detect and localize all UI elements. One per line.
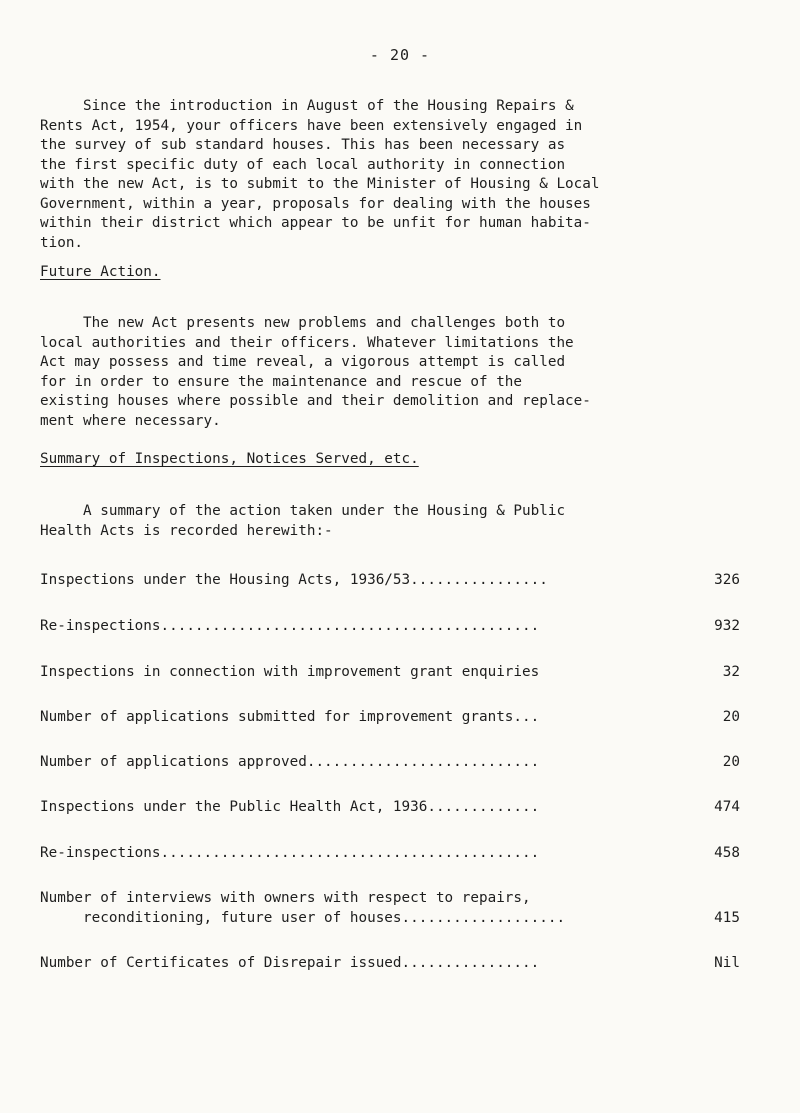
summary-row [40,888,740,930]
summary-row-value: 326 [714,572,740,588]
summary-row-label: Inspections under the Public Health Act, 1936............. [40,799,540,815]
summary-row-label: Number of applications approved........................... [40,754,540,770]
summary-row [40,662,740,684]
future-action-paragraph: The new Act presents new problems and challenges both to local authorities and their officers. Whatever limitations the Act may possess and time reveal, a vigorous attempt is called for in order to ensure the maintenance and rescue of the existing houses where possible and their demolition and replace- ment where necessary. [40,315,591,429]
summary-heading: Summary of Inspections, Notices Served, etc. [40,451,419,467]
intro-paragraph: Since the introduction in August of the Housing Repairs & Rents Act, 1954, your officers have been extensively engaged in the survey of sub standard houses. This has been necessary as the first specific duty of each local authority in connection with the new Act, is to submit to the Minister of Housing & Local Government, within a year, proposals for dealing with the houses within their district which appear to be unfit for human habita- tion. [40,98,600,251]
summary-row [40,752,740,774]
summary-row-value: 20 [722,709,740,725]
summary-row [40,707,740,729]
summary-row [40,570,740,592]
summary-row-value: 932 [714,618,740,634]
summary-intro: A summary of the action taken under the Housing & Public Health Acts is recorded herewith:- [40,503,566,539]
summary-row-value: 32 [722,664,740,680]
future-action-heading: Future Action. [40,264,161,280]
summary-row [40,797,740,819]
summary-row [40,616,740,638]
page-number: - 20 - [369,46,431,64]
summary-row-value: 458 [714,845,740,861]
summary-row-label: Number of applications submitted for improvement grants... [40,709,540,725]
summary-row-label: Inspections in connection with improvement grant enquiries [40,664,540,680]
summary-row-value: 20 [722,754,740,770]
summary-row-value: 415 [714,910,740,926]
summary-row-label: Number of Certificates of Disrepair issued................ [40,955,540,971]
summary-row [40,843,740,865]
summary-row [40,953,740,975]
summary-row-label: Inspections under the Housing Acts, 1936/53................ [40,572,548,588]
summary-row-label: Re-inspections............................................ [40,845,540,861]
summary-row-value: Nil [714,955,740,971]
summary-row-label: Number of interviews with owners with respect to repairs, reconditioning, future user of houses................... [40,890,566,926]
summary-row-label: Re-inspections............................................ [40,618,540,634]
summary-row-value: 474 [714,799,740,815]
